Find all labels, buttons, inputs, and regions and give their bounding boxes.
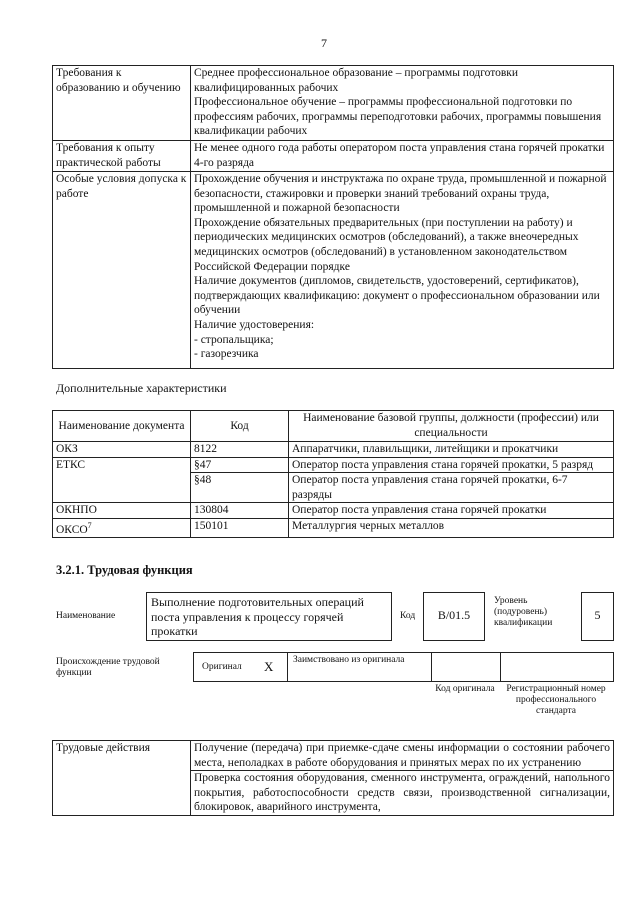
code-cell: §47	[191, 457, 289, 473]
name-cell: Оператор поста управления стана горячей прокатки, 6-7 разряды	[289, 473, 614, 503]
experience-line-1: Не менее одного года работы оператором поста управления стана горячей прокатки 4-го разряда	[194, 142, 605, 169]
name-cell: Металлургия черных металлов	[289, 518, 614, 537]
education-line-1: Среднее профессиональное образование – программы подготовки квалифицированных рабочих	[194, 67, 519, 94]
table-row	[53, 741, 614, 771]
admission-label: Особые условия допуска к работе	[53, 172, 191, 369]
admission-value	[191, 172, 614, 369]
code-value: B/01.5	[437, 608, 471, 622]
additional-title: Дополнительные характеристики	[56, 381, 227, 395]
admission-line-1: Прохождение обучения и инструктажа по охране труда, промышленной и пожарной безопасности, стажировки и проверки знаний требований охраны труда, промышленной и пожарной безопасности	[194, 173, 607, 215]
actions-table	[52, 740, 614, 816]
original-mark: X	[264, 659, 274, 674]
education-label: Требования к образованию и обучению	[53, 66, 191, 141]
table-row	[53, 172, 614, 369]
col-header-code: Код	[191, 411, 289, 442]
admission-line-5: - стропальщика;	[194, 333, 274, 346]
admission-line-3: Наличие документов (дипломов, свидетельств, удостоверений, сертификатов), подтверждающих квалификацию: документ о профессиональном образовании или обучении	[194, 275, 600, 317]
section-heading: 3.2.1. Трудовая функция	[56, 563, 193, 577]
characteristics-table	[52, 410, 614, 538]
table-row	[53, 442, 614, 458]
doc-cell	[53, 518, 191, 537]
divider	[500, 653, 501, 681]
code-cell: 130804	[191, 503, 289, 519]
admission-line-6: - газорезчика	[194, 348, 259, 361]
code-box	[423, 592, 485, 641]
function-name-box	[146, 592, 392, 641]
doc-cell: ОКНПО	[53, 503, 191, 519]
table-row	[53, 141, 614, 172]
origin-label: Происхождение трудовой функции	[56, 657, 160, 678]
doc-cell: ЕТКС	[53, 457, 191, 503]
col-header-doc: Наименование документа	[53, 411, 191, 442]
divider	[431, 653, 432, 681]
level-value: 5	[594, 608, 601, 622]
original-label: Оригинал	[202, 662, 242, 672]
table-row	[53, 503, 614, 519]
origin-box	[193, 652, 614, 682]
reg-caption: Регистрационный номер профессионального стандарта	[506, 684, 606, 716]
code-caption: Код оригинала	[435, 684, 495, 694]
doc-cell: ОКЗ	[53, 442, 191, 458]
function-name-value: Выполнение подготовительных операций поста управления к процессу горячей прокатки	[151, 595, 364, 638]
experience-value	[191, 141, 614, 172]
admission-line-4: Наличие удостоверения:	[194, 318, 315, 331]
doc-name: ОКСО	[56, 523, 88, 536]
name-cell: Оператор поста управления стана горячей прокатки	[289, 503, 614, 519]
code-label: Код	[400, 611, 416, 621]
experience-label: Требования к опыту практической работы	[53, 141, 191, 172]
table-row	[53, 518, 614, 537]
level-label: Уровень (подуровень) квалификации	[494, 596, 553, 628]
table-row	[53, 66, 614, 141]
requirements-table	[52, 65, 614, 369]
page-number: 7	[321, 36, 327, 50]
level-box	[581, 592, 614, 641]
borrowed-label: Заимствовано из оригинала	[293, 655, 405, 665]
name-cell: Аппаратчики, плавильщики, литейщики и прокатчики	[289, 442, 614, 458]
footnote-mark: 7	[87, 520, 92, 530]
actions-label: Трудовые действия	[53, 741, 191, 816]
admission-line-2: Прохождение обязательных предварительных (при поступлении на работу) и периодических медицинских осмотров (обследований), а также внеочередных медицинских осмотров (обследований) в установленном законодательством Российской Федерации порядке	[194, 216, 579, 273]
table-row	[53, 457, 614, 473]
col-header-name: Наименование базовой группы, должности (профессии) или специальности	[289, 411, 614, 442]
table-header-row	[53, 411, 614, 442]
code-cell: 8122	[191, 442, 289, 458]
action-item: Получение (передача) при приемке-сдаче смены информации о состоянии рабочего места, неполадках в работе оборудования и принятых мерах по их устранению	[191, 741, 614, 771]
code-cell: §48	[191, 473, 289, 503]
action-item: Проверка состояния оборудования, сменного инструмента, ограждений, напольного покрытия, работоспособности средств связи, производственной сигнализации, блокировок, аварийного инструмента,	[191, 771, 614, 816]
education-line-2: Профессиональное обучение – программы профессиональной подготовки по профессиям рабочих, программы переподготовки рабочих, программы повышения квалификации рабочих	[194, 96, 602, 138]
divider	[287, 653, 288, 681]
name-label: Наименование	[56, 611, 116, 621]
education-value	[191, 66, 614, 141]
code-cell: 150101	[191, 518, 289, 537]
name-cell: Оператор поста управления стана горячей прокатки, 5 разряд	[289, 457, 614, 473]
